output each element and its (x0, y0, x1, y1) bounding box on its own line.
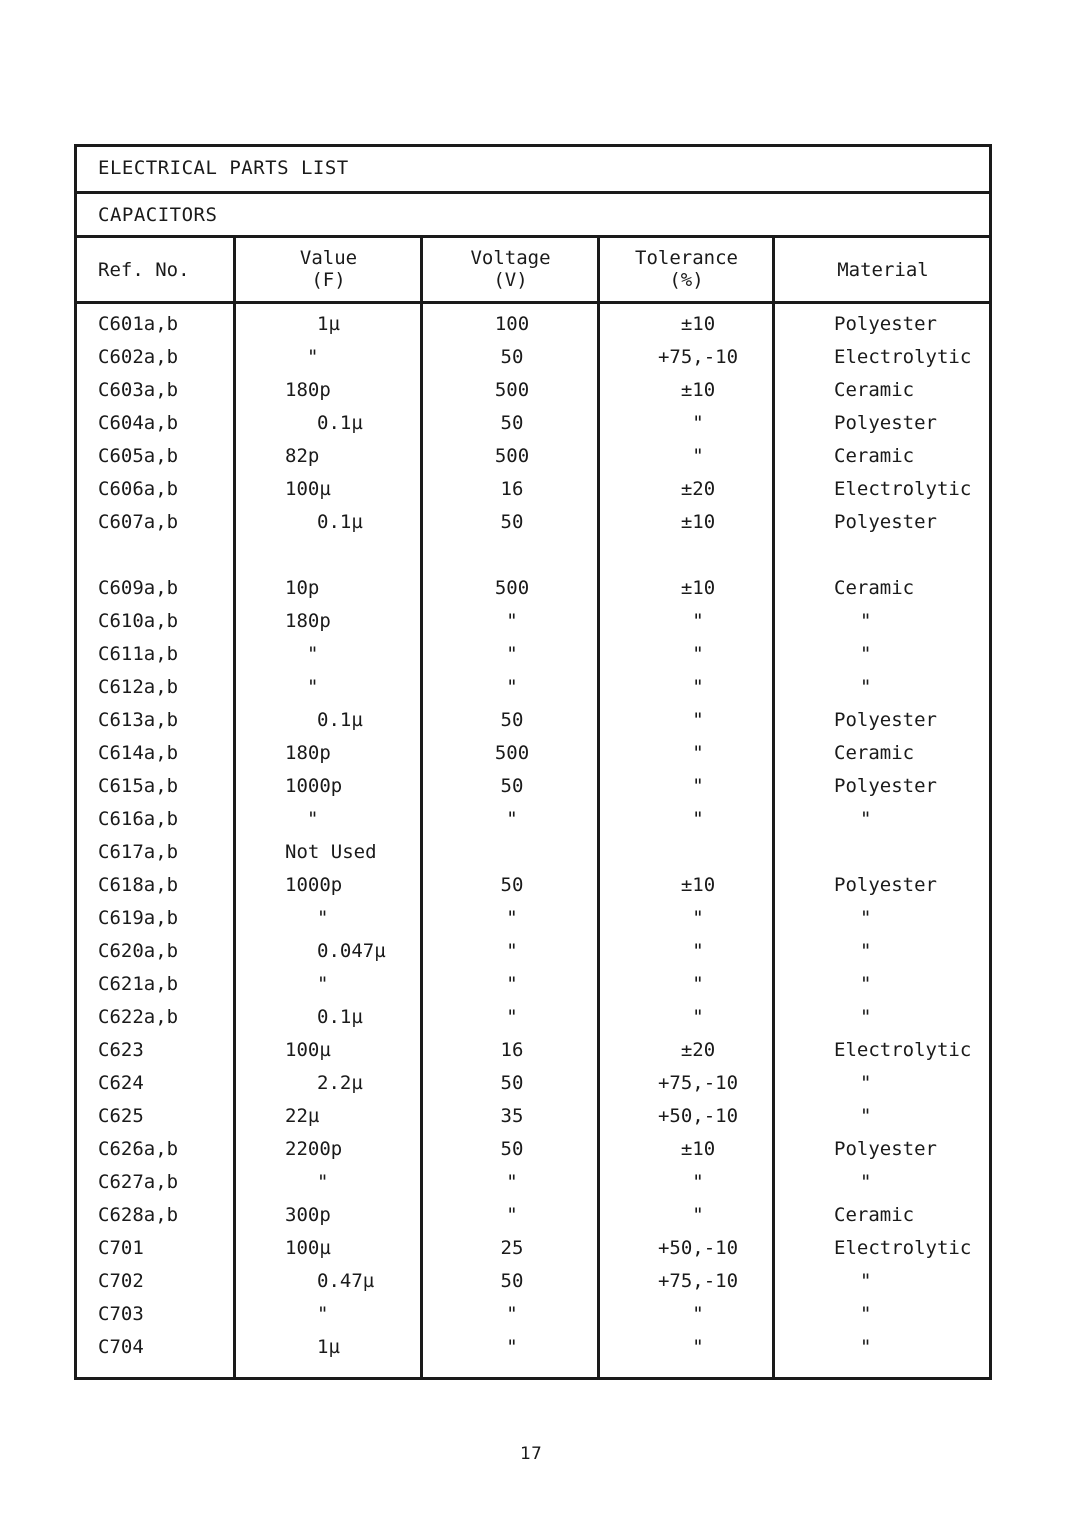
value-cell: 1000p (285, 775, 343, 797)
voltage-cell: " (506, 907, 518, 929)
ref-cell: C606a,b (98, 478, 179, 500)
page-number: 17 (520, 1444, 542, 1464)
ref-cell: C612a,b (98, 676, 179, 698)
material-cell: " (860, 1303, 872, 1325)
ref-cell: C615a,b (98, 775, 179, 797)
tolerance-cell: ±20 (680, 478, 716, 500)
tolerance-cell: +75,-10 (657, 346, 739, 368)
table-row (77, 803, 989, 836)
table-row (77, 308, 989, 341)
ref-cell: C622a,b (98, 1006, 179, 1028)
tolerance-cell: " (692, 610, 704, 632)
table-row (77, 506, 989, 539)
tolerance-cell: " (692, 973, 704, 995)
material-cell: Electrolytic (834, 346, 972, 368)
value-cell: 180p (285, 379, 331, 401)
ref-cell: C619a,b (98, 907, 179, 929)
ref-cell: C626a,b (98, 1138, 179, 1160)
value-cell: 0.1µ (317, 709, 363, 731)
value-cell: 2200p (285, 1138, 343, 1160)
tolerance-cell: " (692, 775, 704, 797)
voltage-cell: 50 (500, 775, 524, 797)
value-cell: " (307, 676, 319, 698)
material-cell: Polyester (834, 1138, 937, 1160)
value-cell: 0.1µ (317, 1006, 363, 1028)
ref-cell: C620a,b (98, 940, 179, 962)
tolerance-cell: " (692, 1303, 704, 1325)
value-cell: " (307, 808, 319, 830)
table-row (77, 440, 989, 473)
material-cell: Ceramic (834, 445, 915, 467)
material-cell: " (860, 1105, 872, 1127)
tolerance-cell: " (692, 1336, 704, 1358)
material-cell: Polyester (834, 313, 937, 335)
voltage-cell: 500 (494, 742, 530, 764)
value-cell: " (307, 346, 319, 368)
table-row (77, 704, 989, 737)
voltage-cell: " (506, 1204, 518, 1226)
table-row (77, 1331, 989, 1364)
ref-cell: C617a,b (98, 841, 179, 863)
material-cell: " (860, 610, 872, 632)
voltage-cell: 50 (500, 346, 524, 368)
value-cell: " (307, 643, 319, 665)
voltage-cell: " (506, 676, 518, 698)
table-row (77, 473, 989, 506)
tolerance-cell: +75,-10 (657, 1072, 739, 1094)
voltage-cell: " (506, 610, 518, 632)
value-cell: " (317, 1303, 329, 1325)
table-row (77, 1100, 989, 1133)
material-cell: " (860, 940, 872, 962)
tolerance-cell: " (692, 808, 704, 830)
table-row (77, 407, 989, 440)
material-cell: " (860, 1171, 872, 1193)
tolerance-cell: " (692, 1171, 704, 1193)
ref-cell: C604a,b (98, 412, 179, 434)
ref-cell: C627a,b (98, 1171, 179, 1193)
table-row (77, 572, 989, 605)
value-cell: 0.047µ (317, 940, 386, 962)
ref-cell: C618a,b (98, 874, 179, 896)
material-cell: " (860, 1270, 872, 1292)
column-header-material: Material (837, 259, 929, 281)
ref-cell: C624 (98, 1072, 144, 1094)
tolerance-cell: ±20 (680, 1039, 716, 1061)
table-row (77, 902, 989, 935)
table-row (77, 1034, 989, 1067)
tolerance-cell: " (692, 709, 704, 731)
value-cell: 180p (285, 610, 331, 632)
table-row (77, 737, 989, 770)
table-row (77, 341, 989, 374)
table-title: ELECTRICAL PARTS LIST (98, 157, 349, 179)
ref-cell: C613a,b (98, 709, 179, 731)
ref-cell: C625 (98, 1105, 144, 1127)
voltage-cell: 50 (500, 709, 524, 731)
value-cell: 0.1µ (317, 511, 363, 533)
voltage-cell: " (506, 1303, 518, 1325)
tolerance-cell: ±10 (680, 379, 716, 401)
material-cell: Electrolytic (834, 1237, 972, 1259)
tolerance-cell: ±10 (680, 511, 716, 533)
value-cell: Not Used (285, 841, 377, 863)
parts-list-table (74, 144, 992, 1380)
column-header-tolerance: Tolerance (%) (635, 247, 738, 291)
table-row (77, 968, 989, 1001)
table-row (77, 1265, 989, 1298)
ref-cell: C603a,b (98, 379, 179, 401)
voltage-cell: " (506, 808, 518, 830)
ref-cell: C704 (98, 1336, 144, 1358)
voltage-cell: 50 (500, 1138, 524, 1160)
section-title: CAPACITORS (98, 204, 218, 226)
material-cell: Electrolytic (834, 1039, 972, 1061)
table-row (77, 869, 989, 902)
voltage-cell: " (506, 940, 518, 962)
tolerance-cell: ±10 (680, 1138, 716, 1160)
voltage-cell: 50 (500, 1270, 524, 1292)
ref-cell: C610a,b (98, 610, 179, 632)
voltage-cell: " (506, 643, 518, 665)
voltage-cell: " (506, 1171, 518, 1193)
ref-cell: C605a,b (98, 445, 179, 467)
voltage-cell: 500 (494, 577, 530, 599)
column-header-ref: Ref. No. (98, 259, 190, 281)
tolerance-cell: " (692, 643, 704, 665)
tolerance-cell: " (692, 1204, 704, 1226)
tolerance-cell: +50,-10 (657, 1237, 739, 1259)
value-cell: 100µ (285, 478, 331, 500)
table-row (77, 1001, 989, 1034)
tolerance-cell: " (692, 412, 704, 434)
value-cell: " (317, 907, 329, 929)
value-cell: 82p (285, 445, 320, 467)
voltage-cell: 35 (500, 1105, 524, 1127)
voltage-cell: 25 (500, 1237, 524, 1259)
table-row (77, 671, 989, 704)
ref-cell: C623 (98, 1039, 144, 1061)
table-row (77, 770, 989, 803)
voltage-cell: 16 (500, 1039, 524, 1061)
table-row (77, 1166, 989, 1199)
table-row (77, 1067, 989, 1100)
table-row (77, 374, 989, 407)
value-cell: 0.1µ (317, 412, 363, 434)
table-row (77, 935, 989, 968)
value-cell: 1µ (317, 1336, 340, 1358)
value-cell: 1000p (285, 874, 343, 896)
material-cell: Electrolytic (834, 478, 972, 500)
value-cell: 1µ (317, 313, 340, 335)
voltage-cell: " (506, 1006, 518, 1028)
table-row (77, 1232, 989, 1265)
material-cell: " (860, 1072, 872, 1094)
value-cell: 100µ (285, 1237, 331, 1259)
material-cell: Polyester (834, 775, 937, 797)
value-cell: 180p (285, 742, 331, 764)
voltage-cell: 500 (494, 445, 530, 467)
voltage-cell: 100 (494, 313, 530, 335)
tolerance-cell: ±10 (680, 874, 716, 896)
table-row (77, 1133, 989, 1166)
voltage-cell: 50 (500, 874, 524, 896)
table-body (77, 304, 989, 1377)
material-cell: Ceramic (834, 742, 915, 764)
material-cell: Ceramic (834, 1204, 915, 1226)
ref-cell: C628a,b (98, 1204, 179, 1226)
tolerance-cell: " (692, 445, 704, 467)
voltage-cell: 500 (494, 379, 530, 401)
tolerance-cell: ±10 (680, 577, 716, 599)
value-cell: 10p (285, 577, 320, 599)
material-cell: Polyester (834, 412, 937, 434)
ref-cell: C616a,b (98, 808, 179, 830)
value-cell: 300p (285, 1204, 331, 1226)
material-cell: Ceramic (834, 577, 915, 599)
section-title-row (77, 194, 989, 238)
table-title-row (77, 147, 989, 194)
value-cell: " (317, 1171, 329, 1193)
ref-cell: C701 (98, 1237, 144, 1259)
material-cell: Polyester (834, 874, 937, 896)
material-cell: " (860, 676, 872, 698)
value-cell: 0.47µ (317, 1270, 375, 1292)
table-row (77, 638, 989, 671)
voltage-cell: 50 (500, 511, 524, 533)
tolerance-cell: +75,-10 (657, 1270, 739, 1292)
ref-cell: C621a,b (98, 973, 179, 995)
ref-cell: C602a,b (98, 346, 179, 368)
tolerance-cell: " (692, 742, 704, 764)
ref-cell: C611a,b (98, 643, 179, 665)
tolerance-cell: " (692, 940, 704, 962)
ref-cell: C601a,b (98, 313, 179, 335)
material-cell: " (860, 643, 872, 665)
ref-cell: C614a,b (98, 742, 179, 764)
tolerance-cell: " (692, 907, 704, 929)
material-cell: Polyester (834, 511, 937, 533)
ref-cell: C609a,b (98, 577, 179, 599)
material-cell: " (860, 1336, 872, 1358)
value-cell: 100µ (285, 1039, 331, 1061)
material-cell: " (860, 808, 872, 830)
material-cell: Ceramic (834, 379, 915, 401)
tolerance-cell: " (692, 1006, 704, 1028)
value-cell: 22µ (285, 1105, 320, 1127)
column-header-row (77, 238, 989, 304)
voltage-cell: " (506, 973, 518, 995)
table-row (77, 1298, 989, 1331)
ref-cell: C607a,b (98, 511, 179, 533)
column-header-value: Value (F) (299, 247, 358, 291)
table-row (77, 605, 989, 638)
material-cell: " (860, 907, 872, 929)
voltage-cell: 16 (500, 478, 524, 500)
ref-cell: C702 (98, 1270, 144, 1292)
material-cell: " (860, 973, 872, 995)
material-cell: " (860, 1006, 872, 1028)
value-cell: 2.2µ (317, 1072, 363, 1094)
tolerance-cell: +50,-10 (657, 1105, 739, 1127)
table-row (77, 836, 989, 869)
ref-cell: C703 (98, 1303, 144, 1325)
tolerance-cell: " (692, 676, 704, 698)
column-header-voltage: Voltage (V) (470, 247, 551, 291)
material-cell: Polyester (834, 709, 937, 731)
voltage-cell: " (506, 1336, 518, 1358)
voltage-cell: 50 (500, 1072, 524, 1094)
voltage-cell: 50 (500, 412, 524, 434)
table-row (77, 1199, 989, 1232)
tolerance-cell: ±10 (680, 313, 716, 335)
value-cell: " (317, 973, 329, 995)
